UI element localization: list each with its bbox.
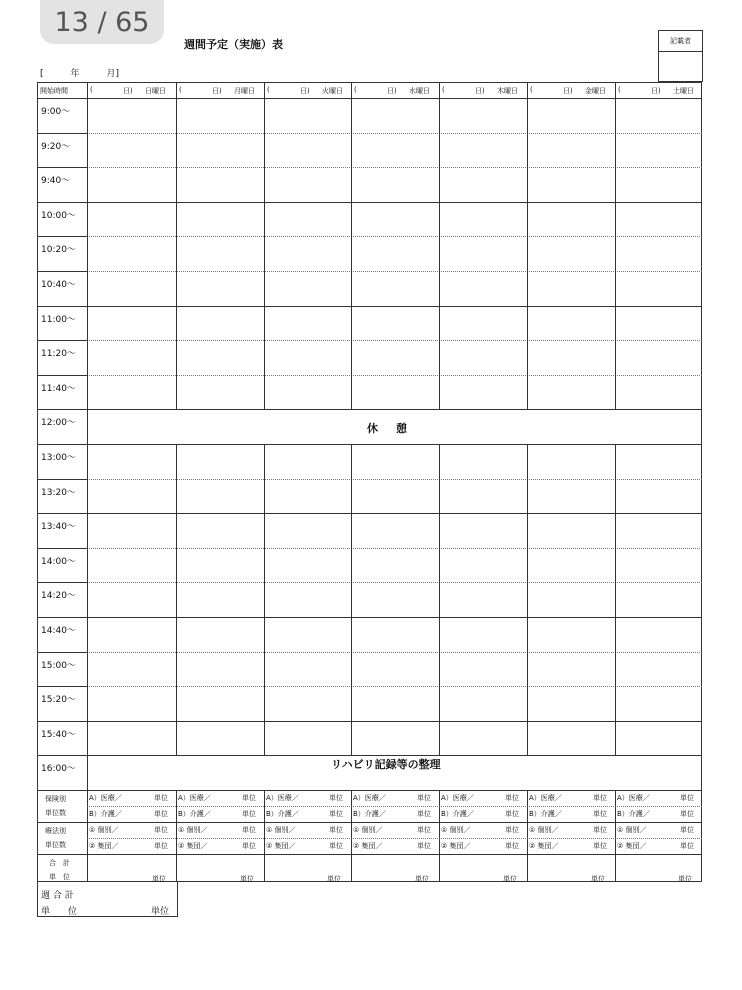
total-unit: 単位 xyxy=(152,875,166,883)
weekday-label: 水曜日 xyxy=(409,87,430,95)
page-counter: 13 / 65 xyxy=(40,0,164,44)
col-divider xyxy=(176,82,177,409)
unit-label: 単位 xyxy=(242,826,256,834)
insurance-medical: A）医療／ xyxy=(529,794,562,802)
row-divider xyxy=(87,686,702,687)
sub-divider xyxy=(87,838,702,839)
time-label: 14:40～ xyxy=(41,626,76,636)
week-total-box xyxy=(37,882,178,917)
day-prefix: ( xyxy=(618,86,621,94)
day-prefix: ( xyxy=(530,86,533,94)
therapy-group: ② 集団／ xyxy=(266,842,296,850)
unit-label: 単位 xyxy=(329,842,343,850)
document-title: 週間予定（実施）表 xyxy=(184,38,283,51)
unit-label: 単位 xyxy=(329,826,343,834)
day-prefix: ( xyxy=(442,86,445,94)
unit-label: 単位 xyxy=(680,810,694,818)
insurance-medical: A）医療／ xyxy=(266,794,299,802)
row-divider xyxy=(87,340,702,341)
time-label: 15:00～ xyxy=(41,660,76,671)
therapy-individual: ① 個別／ xyxy=(266,826,296,834)
total-unit: 単位 xyxy=(678,875,692,883)
therapy-group: ② 集団／ xyxy=(353,842,383,850)
insurance-medical: A）医療／ xyxy=(617,794,650,802)
row-divider xyxy=(87,652,702,653)
row-divider xyxy=(87,548,702,549)
row-divider xyxy=(37,306,702,307)
header-divider xyxy=(37,98,702,99)
total-unit: 単位 xyxy=(503,875,517,883)
unit-label: 単位 xyxy=(417,826,431,834)
col-divider xyxy=(264,444,265,755)
time-label: 9:00～ xyxy=(41,107,71,117)
col-divider xyxy=(351,444,352,755)
col-divider xyxy=(87,82,88,882)
therapy-unit-label: 単位数 xyxy=(45,841,66,849)
insurance-care: B）介護／ xyxy=(529,810,562,818)
insurance-medical: A）医療／ xyxy=(178,794,211,802)
week-total-unit: 単位 xyxy=(151,907,170,917)
week-total-label: 週 合 計 xyxy=(41,891,74,901)
unit-label: 単位 xyxy=(593,810,607,818)
unit-label: 単位 xyxy=(329,810,343,818)
row-divider xyxy=(37,513,702,514)
time-divider xyxy=(37,479,87,480)
schedule-grid xyxy=(37,82,702,882)
row-divider xyxy=(37,617,702,618)
time-divider xyxy=(37,167,87,168)
recorder-box xyxy=(658,30,703,82)
day-prefix: ( xyxy=(179,86,182,94)
col-divider xyxy=(615,82,616,409)
insurance-care: B）介護／ xyxy=(266,810,299,818)
col-divider xyxy=(615,444,616,755)
therapy-group: ② 集団／ xyxy=(178,842,208,850)
recorder-label: 記載者 xyxy=(659,31,702,52)
time-divider xyxy=(37,686,87,687)
unit-label: 単位 xyxy=(505,842,519,850)
insurance-care: B）介護／ xyxy=(89,810,122,818)
insurance-care: B）介護／ xyxy=(617,810,650,818)
unit-label: 単位 xyxy=(593,794,607,802)
unit-label: 単位 xyxy=(242,794,256,802)
insurance-medical: A）医療／ xyxy=(353,794,386,802)
bottom-divider xyxy=(37,822,702,823)
day-label: 日) xyxy=(387,87,397,95)
day-label: 日) xyxy=(212,87,222,95)
time-divider xyxy=(37,236,87,237)
row-divider xyxy=(37,721,702,722)
break-label: 休憩 xyxy=(367,422,425,436)
col-divider xyxy=(351,82,352,409)
insurance-unit-label: 単位数 xyxy=(45,809,66,817)
unit-label: 単位 xyxy=(680,842,694,850)
week-total-unit-label: 単 位 xyxy=(41,907,78,917)
row-divider xyxy=(87,271,702,272)
unit-label: 単位 xyxy=(154,842,168,850)
day-label: 日) xyxy=(123,87,133,95)
weekday-label: 日曜日 xyxy=(145,87,166,95)
unit-label: 単位 xyxy=(329,794,343,802)
therapy-individual: ① 個別／ xyxy=(617,826,647,834)
unit-label: 単位 xyxy=(593,842,607,850)
row-divider xyxy=(87,479,702,480)
time-label: 13:20～ xyxy=(41,487,76,498)
unit-label: 単位 xyxy=(505,794,519,802)
time-label: 15:40～ xyxy=(41,729,76,740)
therapy-group: ② 集団／ xyxy=(89,842,119,850)
row-divider xyxy=(87,236,702,237)
period-field: [ 年 月] xyxy=(40,69,120,79)
therapy-individual: ① 個別／ xyxy=(529,826,559,834)
therapy-individual: ① 個別／ xyxy=(441,826,471,834)
col-divider xyxy=(264,790,265,882)
time-label: 10:40～ xyxy=(41,280,76,290)
col-divider xyxy=(615,790,616,882)
unit-label: 単位 xyxy=(154,826,168,834)
day-prefix: ( xyxy=(90,86,93,94)
insurance-care: B）介護／ xyxy=(353,810,386,818)
unit-label: 単位 xyxy=(505,826,519,834)
time-label: 9:40～ xyxy=(41,176,71,187)
unit-label: 単位 xyxy=(242,810,256,818)
weekday-label: 月曜日 xyxy=(234,87,255,95)
bottom-divider xyxy=(37,854,702,855)
time-label: 14:00～ xyxy=(41,556,76,567)
insurance-care: B）介護／ xyxy=(178,810,211,818)
time-label: 10:00～ xyxy=(41,210,76,221)
col-divider xyxy=(439,790,440,882)
col-divider xyxy=(264,82,265,409)
unit-label: 単位 xyxy=(593,826,607,834)
insurance-medical: A）医療／ xyxy=(89,794,122,802)
day-label: 日) xyxy=(563,87,573,95)
total-unit: 単位 xyxy=(415,875,429,883)
day-prefix: ( xyxy=(354,86,357,94)
sub-divider xyxy=(87,806,702,807)
unit-label: 単位 xyxy=(154,810,168,818)
time-label: 11:20～ xyxy=(41,349,76,360)
therapy-individual: ① 個別／ xyxy=(178,826,208,834)
total-unit: 単位 xyxy=(327,875,341,883)
therapy-group: ② 集団／ xyxy=(617,842,647,850)
total-unit-label: 単 位 xyxy=(49,873,70,881)
unit-label: 単位 xyxy=(417,842,431,850)
start-time-label: 開始時間 xyxy=(40,87,68,95)
col-divider xyxy=(176,790,177,882)
time-label: 13:40～ xyxy=(41,522,76,533)
bottom-divider xyxy=(37,790,702,791)
time-label: 11:40～ xyxy=(41,383,76,394)
row-divider xyxy=(87,133,702,134)
unit-label: 単位 xyxy=(154,794,168,802)
time-label: 16:00～ xyxy=(41,764,76,775)
insurance-care: B）介護／ xyxy=(441,810,474,818)
time-divider xyxy=(37,271,87,272)
time-label: 11:00～ xyxy=(41,314,76,325)
row-divider xyxy=(37,202,702,203)
row-divider xyxy=(87,582,702,583)
insurance-label: 保険別 xyxy=(45,795,66,803)
therapy-individual: ① 個別／ xyxy=(89,826,119,834)
total-unit: 単位 xyxy=(591,875,605,883)
weekday-label: 金曜日 xyxy=(585,87,606,95)
day-label: 日) xyxy=(300,87,310,95)
time-divider xyxy=(37,375,87,376)
weekday-label: 火曜日 xyxy=(322,87,343,95)
row-divider xyxy=(37,444,702,445)
therapy-group: ② 集団／ xyxy=(529,842,559,850)
unit-label: 単位 xyxy=(680,794,694,802)
insurance-medical: A）医療／ xyxy=(441,794,474,802)
time-label: 13:00～ xyxy=(41,453,76,463)
row-divider xyxy=(87,167,702,168)
therapy-label: 療法別 xyxy=(45,827,66,835)
unit-label: 単位 xyxy=(680,826,694,834)
time-label: 15:20～ xyxy=(41,695,76,706)
time-label: 9:20～ xyxy=(41,141,71,152)
total-label: 合 計 xyxy=(49,859,70,867)
col-divider xyxy=(527,444,528,755)
row-divider xyxy=(37,409,702,410)
col-divider xyxy=(351,790,352,882)
col-divider xyxy=(176,444,177,755)
unit-label: 単位 xyxy=(505,810,519,818)
time-label: 12:00～ xyxy=(41,418,76,429)
time-divider xyxy=(37,652,87,653)
time-divider xyxy=(37,582,87,583)
time-label: 14:20～ xyxy=(41,591,76,602)
weekday-label: 木曜日 xyxy=(497,87,518,95)
col-divider xyxy=(527,790,528,882)
rehab-label: リハビリ記録等の整理 xyxy=(331,758,441,772)
day-label: 日) xyxy=(475,87,485,95)
col-divider xyxy=(527,82,528,409)
col-divider xyxy=(439,82,440,409)
unit-label: 単位 xyxy=(417,794,431,802)
unit-label: 単位 xyxy=(417,810,431,818)
row-divider xyxy=(87,375,702,376)
therapy-individual: ① 個別／ xyxy=(353,826,383,834)
time-divider xyxy=(37,548,87,549)
therapy-group: ② 集団／ xyxy=(441,842,471,850)
day-label: 日) xyxy=(651,87,661,95)
col-divider xyxy=(439,444,440,755)
day-prefix: ( xyxy=(267,86,270,94)
unit-label: 単位 xyxy=(242,842,256,850)
total-unit: 単位 xyxy=(240,875,254,883)
weekday-label: 土曜日 xyxy=(673,87,694,95)
time-divider xyxy=(37,340,87,341)
time-divider xyxy=(37,133,87,134)
time-label: 10:20～ xyxy=(41,245,76,256)
